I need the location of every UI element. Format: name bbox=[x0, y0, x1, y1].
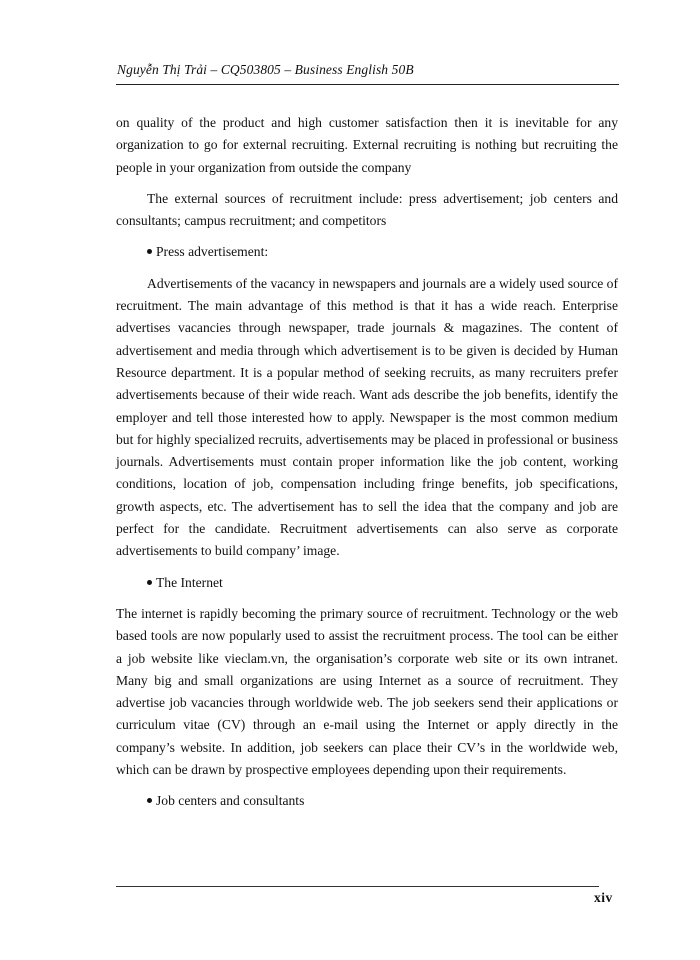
page-number: xiv bbox=[594, 890, 613, 905]
bullet-label: Press advertisement: bbox=[156, 244, 269, 260]
bullet-internet bbox=[116, 572, 618, 594]
bullet-label: The Internet bbox=[156, 574, 223, 590]
bullet-label: Job centers and consultants bbox=[156, 793, 305, 809]
bullet-job-centers bbox=[116, 790, 618, 812]
paragraph-press-advertisement: Advertisements of the vacancy in newspapers and journals are a widely used source of recruitment. The main advantage of this method is that it has a wide reach. Enterprise advertises vacancies through newspaper, trade journals & magazines. The content of advertisement and media through which advertisement is to be given is decided by Human Resource department. It is a popular method of seeking recruits, as many recruiters prefer advertisements because of their wide reach. Want ads describe the job benefits, identify the employer and tell those interested how to apply. Newspaper is the most common medium but for highly specialized recruits, advertisements may be placed in professional or business journals. Advertisements must contain proper information like the job content, working conditions, location of job, compensation including fringe benefits, job specifications, growth aspects, etc. The advertisement has to sell the idea that the company and job are perfect for the candidate. Recruitment advertisements can also serve as corporate advertisements to build company’ image. bbox=[116, 275, 618, 559]
bullet-icon bbox=[147, 249, 152, 254]
running-header: Nguyễn Thị Trải – CQ503805 – Business English 50B bbox=[117, 62, 414, 77]
footer-divider bbox=[116, 886, 599, 887]
paragraph-intro: on quality of the product and high customer satisfaction then it is inevitable for any organization to go for external recruiting. External recruiting is nothing but recruiting the people in your organization from outside the company bbox=[116, 115, 618, 175]
bullet-icon bbox=[147, 798, 152, 803]
document-body bbox=[116, 112, 618, 813]
header-divider bbox=[116, 84, 619, 85]
paragraph-internet: The internet is rapidly becoming the primary source of recruitment. Technology or the web based tools are now popularly used to assist the recruitment process. The tool can be either a job website like vieclam.vn, the organisation’s corporate web site or its own intranet. Many big and small organizations are using Internet as a source of recruitment. They advertise job vacancies through worldwide web. The job seekers send their applications or curriculum vitae (CV) through an e-mail using the Internet or apply directly in the company’s website. In addition, job seekers can place their CV’s in the worldwide web, which can be drawn by prospective employees depending upon their requirements. bbox=[116, 605, 618, 778]
bullet-icon bbox=[147, 580, 152, 585]
paragraph-external-sources: The external sources of recruitment include: press advertisement; job centers and consultants; campus recruitment; and competitors bbox=[116, 190, 618, 229]
bullet-press-advertisement bbox=[116, 241, 618, 263]
